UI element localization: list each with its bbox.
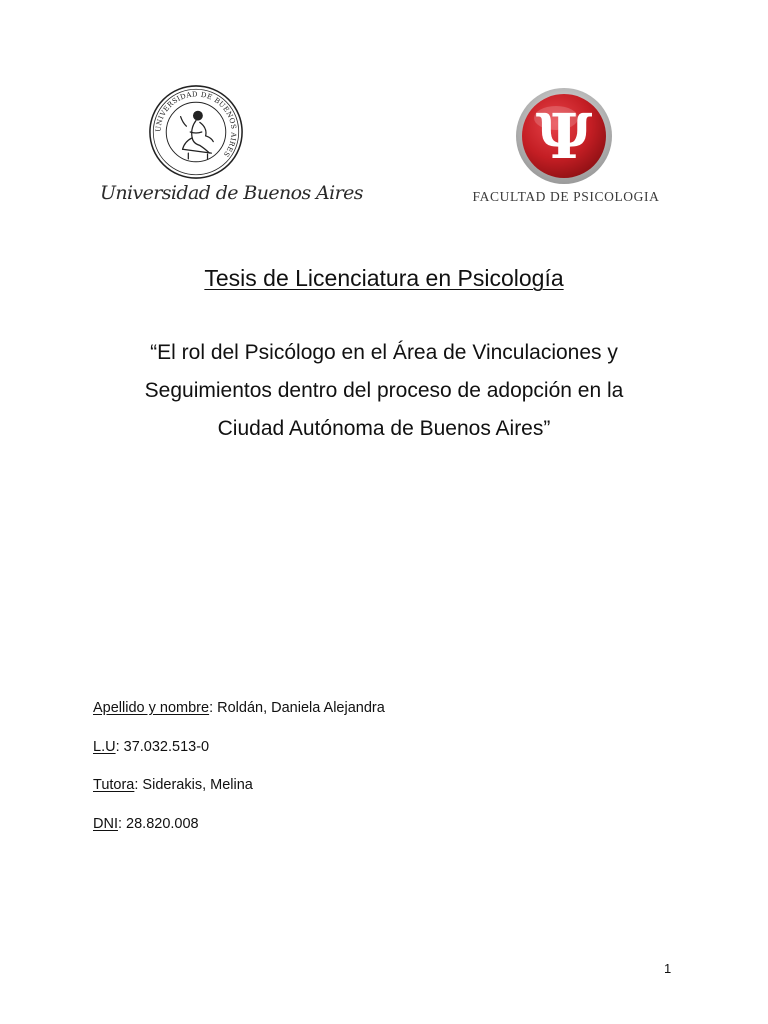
psicologia-logo	[462, 84, 670, 210]
psicologia-wordmark: FACULTAD DE PSICOLOGIA	[472, 189, 660, 204]
lu-line	[93, 739, 209, 755]
thesis-subtitle	[110, 334, 658, 448]
tutor-label: Tutora	[93, 777, 135, 793]
uba-seal-text: UNIVERSIDAD DE BUENOS AIRES	[154, 90, 238, 159]
psi-badge-icon	[514, 86, 614, 186]
dni-value: : 28.820.008	[117, 816, 199, 832]
subtitle-line: Seguimientos dentro del proceso de adopción en la	[144, 379, 624, 402]
lu-label: L.U	[93, 739, 116, 755]
page-number: 1	[664, 961, 672, 976]
author-name-label: Apellido y nombre	[93, 700, 210, 716]
uba-seal-icon	[148, 84, 244, 180]
tutor-line	[93, 777, 253, 793]
author-name-value: : Roldán, Daniela Alejandra	[209, 700, 385, 716]
uba-wordmark: Universidad de Buenos Aires	[100, 182, 363, 204]
subtitle-line: Ciudad Autónoma de Buenos Aires”	[217, 417, 551, 440]
psi-symbol: Ψ	[535, 100, 593, 173]
lu-value: : 37.032.513-0	[115, 739, 210, 755]
uba-logo	[100, 84, 363, 210]
thesis-title: Tesis de Licenciatura en Psicología	[204, 265, 564, 291]
dni-line	[93, 816, 199, 832]
tutor-value: : Siderakis, Melina	[134, 777, 253, 793]
subtitle-line: “El rol del Psicólogo en el Área de Vinculaciones y	[150, 341, 618, 364]
dni-label: DNI	[93, 816, 118, 832]
author-name-line	[93, 700, 385, 716]
